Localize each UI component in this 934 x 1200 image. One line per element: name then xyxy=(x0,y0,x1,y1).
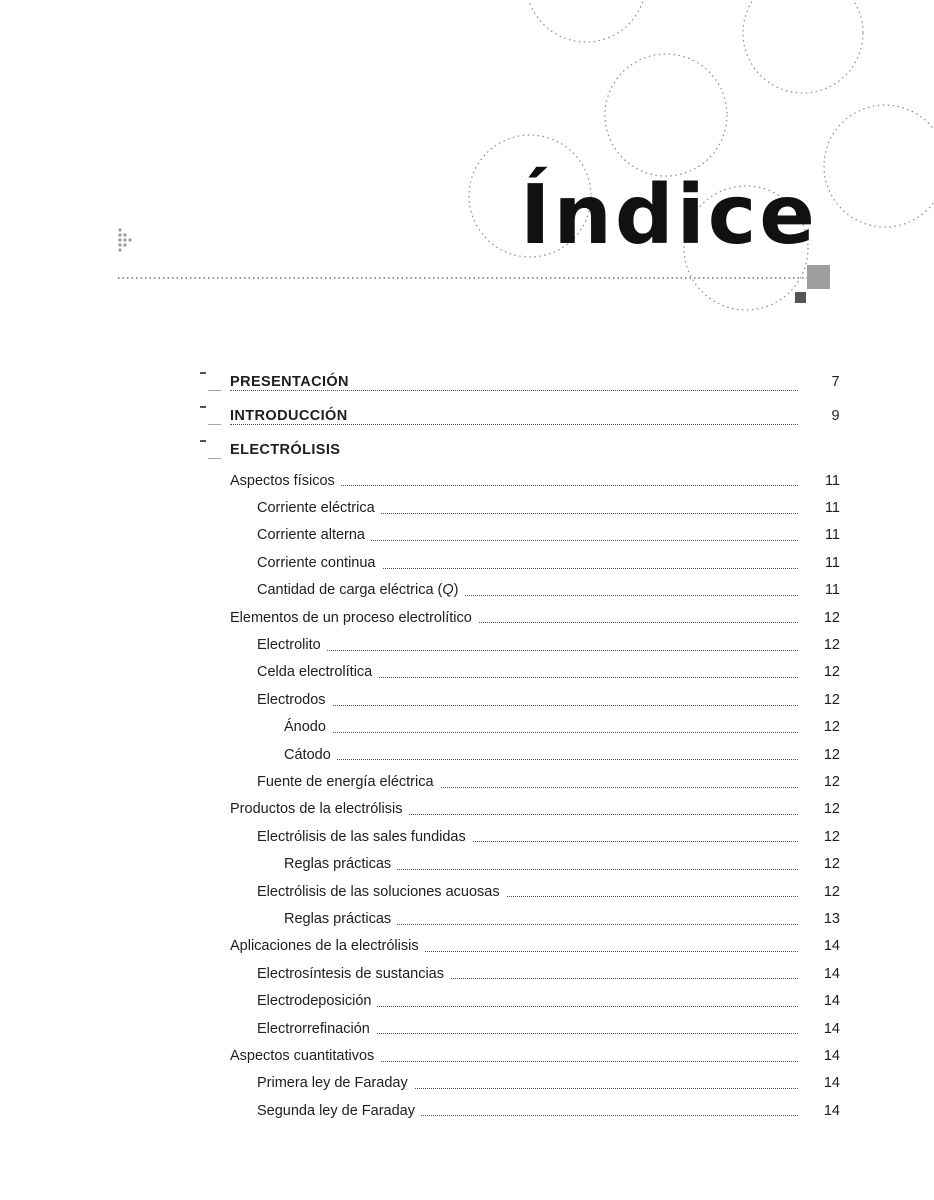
toc-entry-title: Ánodo xyxy=(200,719,332,735)
toc-entry-title: Electrolito xyxy=(200,637,327,653)
toc-entry-page: 12 xyxy=(823,746,840,763)
toc-entry-page: 7 xyxy=(831,374,840,390)
toc-entry-page: 11 xyxy=(824,472,840,489)
toc-entry-title: Electrosíntesis de sustancias xyxy=(200,966,450,982)
toc-entry-title: Electrólisis de las soluciones acuosas xyxy=(200,884,506,900)
leader-dots xyxy=(230,390,798,391)
toc-entry[interactable] xyxy=(200,686,840,713)
toc-entry-page: 14 xyxy=(823,938,840,955)
toc-entry[interactable] xyxy=(200,1042,840,1069)
toc-entry[interactable] xyxy=(200,522,840,549)
toc-entry-title: Corriente alterna xyxy=(200,527,371,543)
toc-entry-page: 9 xyxy=(831,408,840,424)
leader-dots xyxy=(230,424,798,425)
toc-entry[interactable] xyxy=(200,577,840,604)
toc-entry-page: 12 xyxy=(823,637,840,654)
toc-entry[interactable] xyxy=(200,494,840,521)
toc-section[interactable] xyxy=(200,399,840,433)
toc-entry[interactable] xyxy=(200,768,840,795)
toc-entry[interactable] xyxy=(200,1070,840,1097)
toc-entry[interactable] xyxy=(200,1015,840,1042)
toc-entry[interactable] xyxy=(200,659,840,686)
toc-entry-page: 12 xyxy=(823,773,840,790)
toc-entry-title: Aplicaciones de la electrólisis xyxy=(200,938,425,954)
toc-entry-page: 11 xyxy=(824,582,840,599)
toc-entry-page: 14 xyxy=(823,993,840,1010)
toc-entry[interactable] xyxy=(200,878,840,905)
toc-entry-page: 14 xyxy=(823,1075,840,1092)
toc-entry[interactable] xyxy=(200,850,840,877)
toc-entry-title: Electrodeposición xyxy=(200,993,377,1009)
toc-entry[interactable] xyxy=(200,604,840,631)
toc-entry-title: Celda electrolítica xyxy=(200,664,378,680)
toc-entry-page: 12 xyxy=(823,828,840,845)
toc-entry-title: ELECTRÓLISIS xyxy=(200,442,346,458)
toc-entry-page: 14 xyxy=(823,965,840,982)
toc-entry[interactable] xyxy=(200,796,840,823)
toc-section[interactable] xyxy=(200,365,840,399)
toc-entry-title: Reglas prácticas xyxy=(200,911,397,927)
toc-entry[interactable] xyxy=(200,467,840,494)
toc-entry-page: 11 xyxy=(824,500,840,517)
toc-entry[interactable] xyxy=(200,714,840,741)
toc-entry-title: Elementos de un proceso electrolítico xyxy=(200,610,478,626)
toc-entry-title: Productos de la electrólisis xyxy=(200,801,408,817)
toc-entry-title: Aspectos cuantitativos xyxy=(200,1048,380,1064)
toc-entry-page: 11 xyxy=(824,554,840,571)
deco-circle xyxy=(605,54,727,176)
toc-entry-page: 14 xyxy=(823,1020,840,1037)
toc-entry-page: 12 xyxy=(823,856,840,873)
rule-square-large xyxy=(807,265,830,289)
toc-entry[interactable] xyxy=(200,741,840,768)
toc-entry[interactable] xyxy=(200,1097,840,1124)
toc-entry-page: 11 xyxy=(824,527,840,544)
toc-entry[interactable] xyxy=(200,933,840,960)
toc-section[interactable] xyxy=(200,433,840,467)
toc-entry-title: Aspectos físicos xyxy=(200,473,341,489)
deco-circle xyxy=(824,105,934,227)
page-title: Índice xyxy=(520,168,818,263)
dot-arrow-icon xyxy=(118,228,131,251)
toc-entry-title: Reglas prácticas xyxy=(200,856,397,872)
table-of-contents xyxy=(200,365,840,1124)
toc-entry-title: Electrólisis de las sales fundidas xyxy=(200,829,472,845)
toc-entry[interactable] xyxy=(200,631,840,658)
toc-entry[interactable] xyxy=(200,987,840,1014)
toc-entry-page: 12 xyxy=(823,719,840,736)
toc-entry-title: Cantidad de carga eléctrica (Q) xyxy=(200,582,465,598)
toc-entry-title: Cátodo xyxy=(200,747,337,763)
toc-entry-page: 12 xyxy=(823,883,840,900)
toc-entry[interactable] xyxy=(200,905,840,932)
toc-entry[interactable] xyxy=(200,549,840,576)
toc-entry-page: 14 xyxy=(823,1102,840,1119)
deco-circle xyxy=(743,0,863,93)
rule-square-small xyxy=(795,292,806,303)
toc-entry-page: 12 xyxy=(823,801,840,818)
toc-entry-page: 14 xyxy=(823,1047,840,1064)
toc-entry-title: Primera ley de Faraday xyxy=(200,1075,414,1091)
toc-entry-title: Electrodos xyxy=(200,692,332,708)
toc-entry[interactable] xyxy=(200,960,840,987)
toc-entry-title: PRESENTACIÓN xyxy=(200,374,355,390)
toc-entry[interactable] xyxy=(200,823,840,850)
toc-entry-page: 12 xyxy=(823,664,840,681)
toc-entry-title: Corriente eléctrica xyxy=(200,500,381,516)
toc-entry-title: Segunda ley de Faraday xyxy=(200,1103,421,1119)
toc-entry-title: INTRODUCCIÓN xyxy=(200,408,354,424)
toc-entry-page: 12 xyxy=(823,609,840,626)
deco-circle xyxy=(526,0,646,42)
toc-entry-title: Fuente de energía eléctrica xyxy=(200,774,440,790)
toc-entry-title: Electrorrefinación xyxy=(200,1021,376,1037)
toc-entry-page: 13 xyxy=(823,910,840,927)
toc-entry-page: 12 xyxy=(823,691,840,708)
toc-entry-title: Corriente continua xyxy=(200,555,382,571)
